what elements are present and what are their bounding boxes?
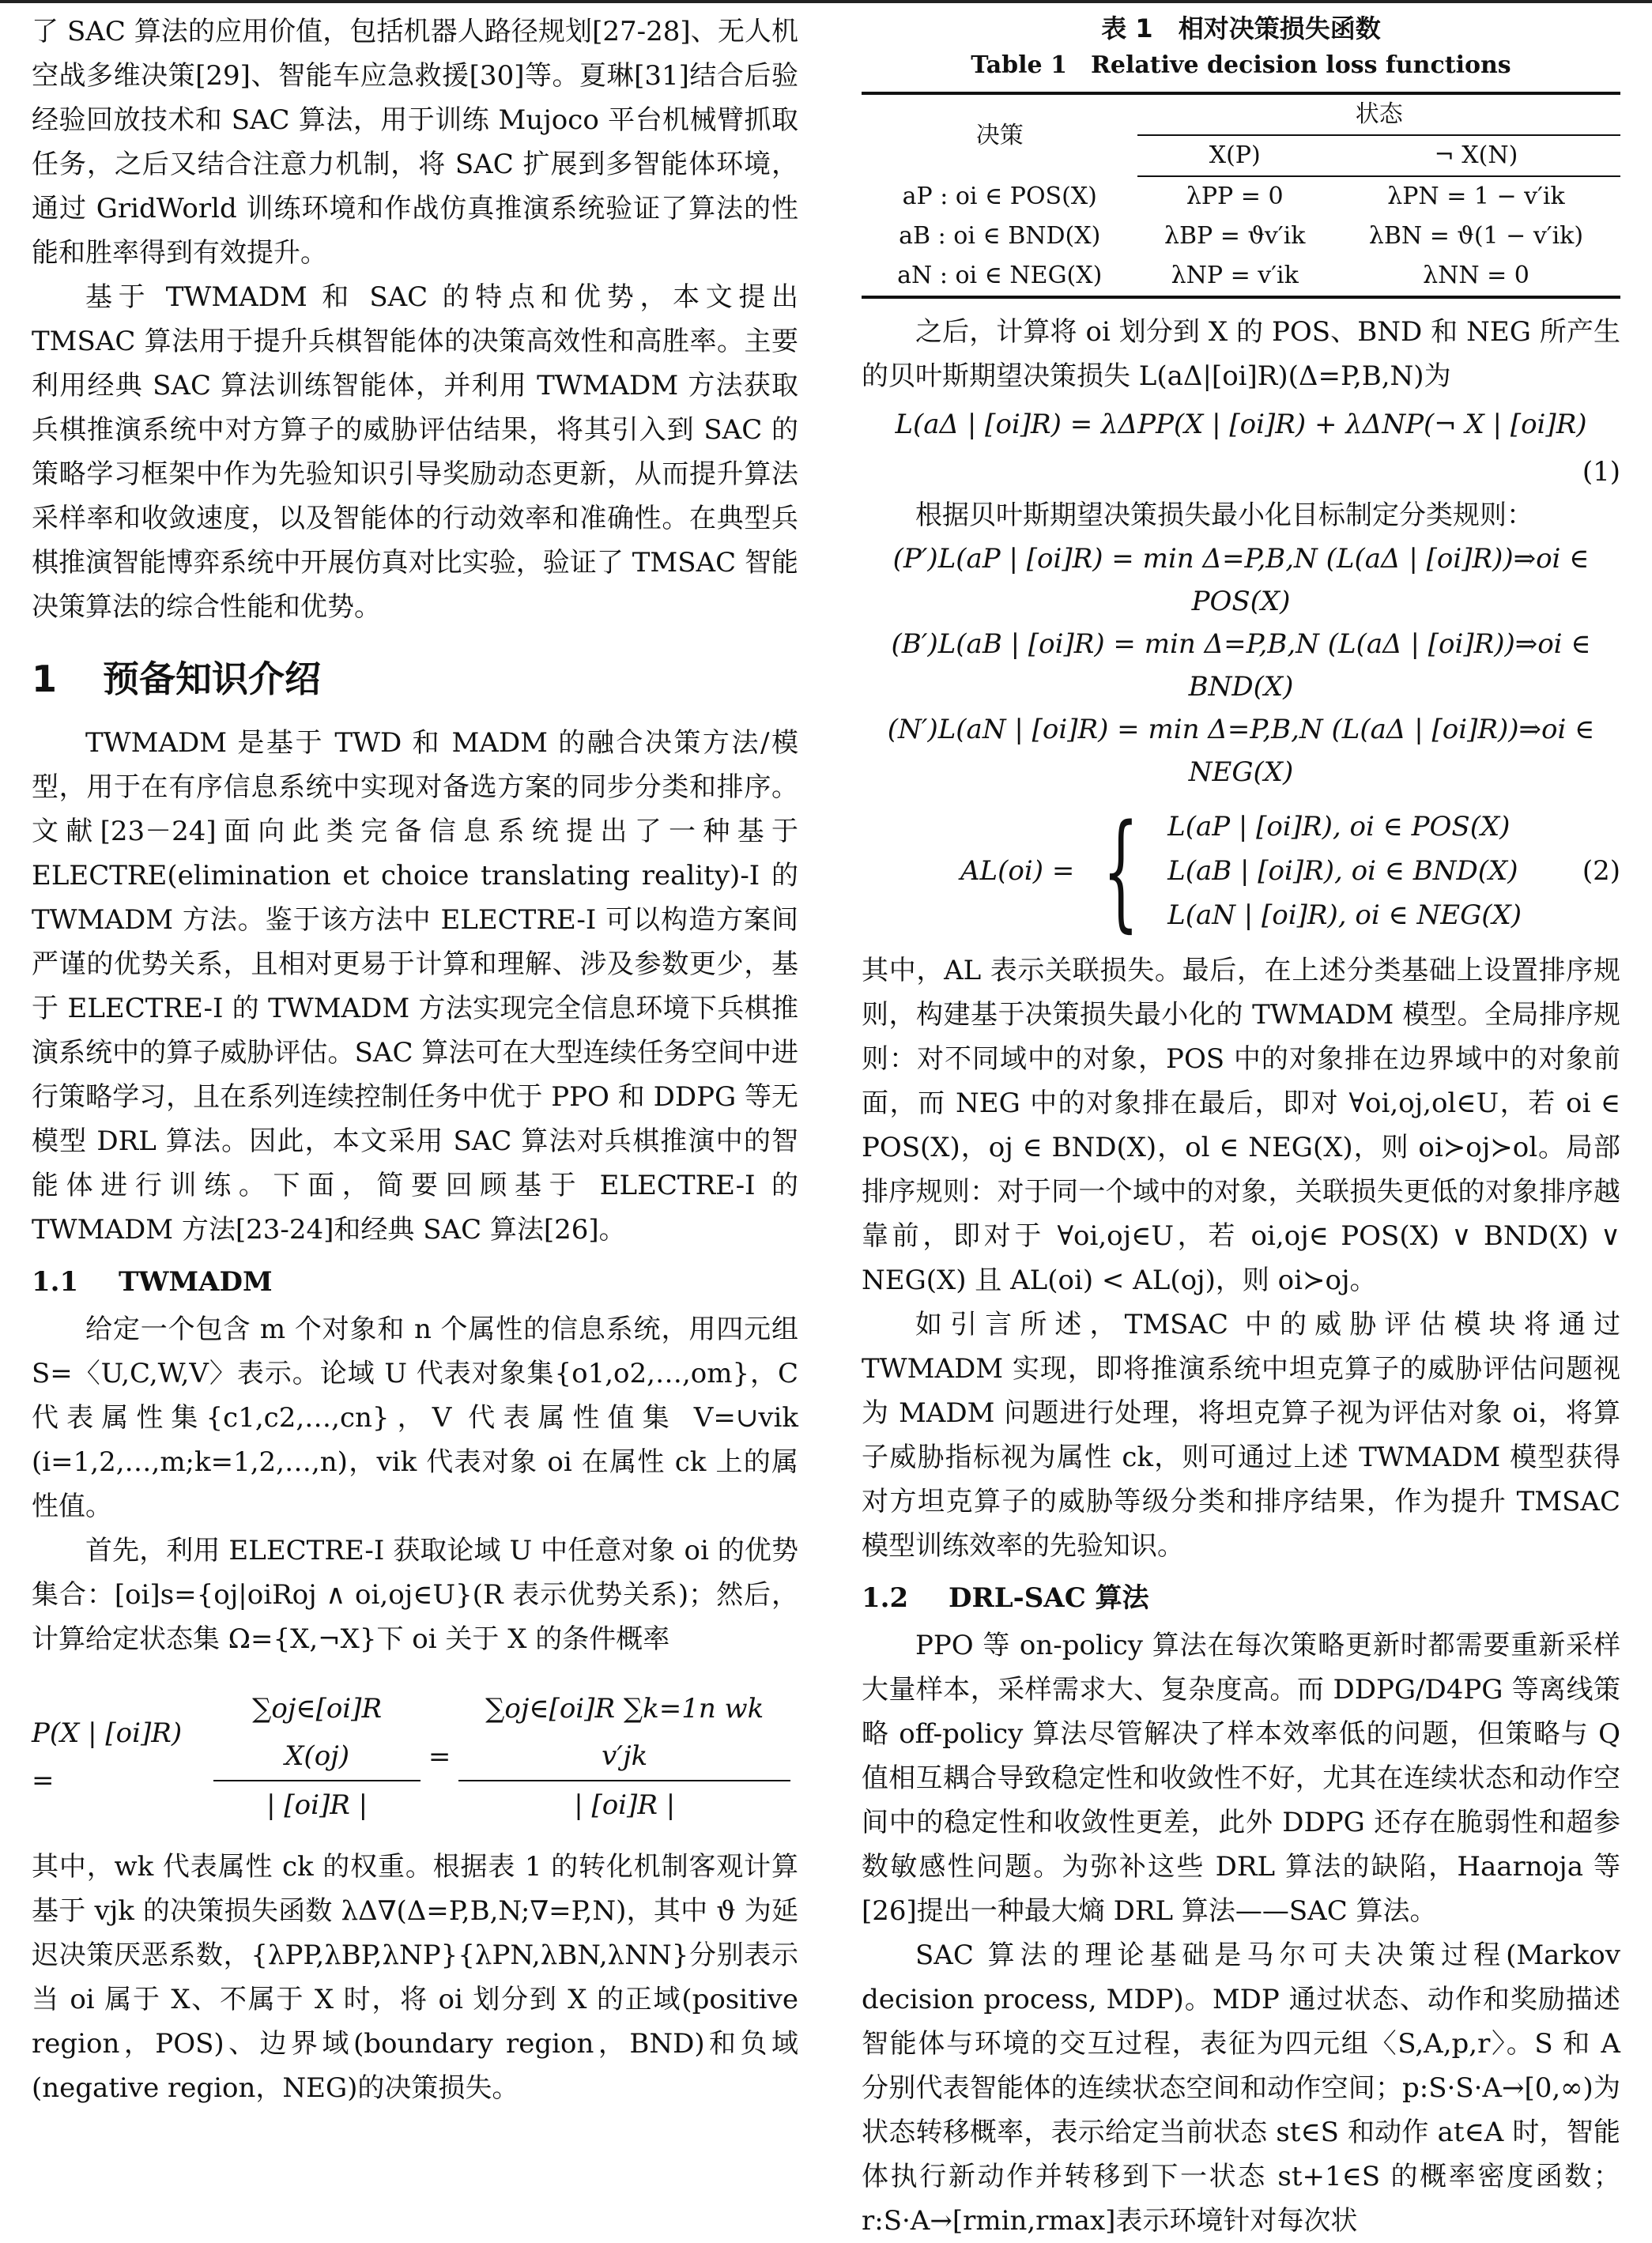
paragraph: PPO 等 on-policy 算法在每次策略更新时都需要重新采样大量样本，采样需求大、复杂度高。而 DDPG/D4PG 等离线策略 off-policy 算法尽管解决了样本效率低的问题，但策略与 Q 值相互耦合导致稳定性和收敛性不好，尤其在连续状态和动作空间中的稳定性和收敛性更差，此外 DDPG 还存在脆弱性和超参数敏感性问题。为弥补这些 DRL 算法的缺陷，Haarnoja 等[26]提出一种最大熵 DRL 算法——SAC 算法。: [862, 1630, 1620, 1927]
case-line: L(aP | [oi]R), oi ∈ POS(X): [1167, 811, 1511, 843]
left-column: [32, 9, 798, 2110]
section-title: 预备知识介绍: [103, 658, 321, 700]
numerator: ∑oj∈[oi]R ∑k=1n wk v′jk: [458, 1685, 790, 1781]
equation-number: (1): [1582, 456, 1620, 488]
table-cell: λBN = ϑ(1 − v′ik): [1368, 222, 1584, 250]
conditional-probability-equation: [32, 1685, 798, 1829]
table-cell: λBP = ϑv′ik: [1164, 222, 1306, 250]
table-cell: λPP = 0: [1186, 183, 1284, 210]
equation-lhs: P(X | [oi]R) =: [32, 1717, 183, 1796]
paragraph: 了 SAC 算法的应用价值，包括机器人路径规划[27-28]、无人机空战多维决策[29]、智能车应急救援[30]等。夏琳[31]结合后验经验回放技术和 SAC 算法，用于训练 Mujoco 平台机械臂抓取任务，之后又结合注意力机制，将 SAC 扩展到多智能体环境，通过 GridWorld 训练环境和作战仿真推演系统验证了算法的性能和胜率得到有效提升。: [32, 16, 798, 269]
subsection-heading: [32, 1260, 798, 1304]
paragraph: SAC 算法的理论基础是马尔可夫决策过程(Markov decision process, MDP)。MDP 通过状态、动作和奖励描述智能体与环境的交互过程，表征为四元组〈S,A,p,r〉。S 和 A 分别代表智能体的连续状态空间和动作空间；p:S·S·A→[0,∞)为状态转移概率，表示给定当前状态 st∈S 和动作 at∈A 时，智能体执行新动作并转移到下一状态 st+1∈S 的概率密度函数；r:S·A→[rmin,rmax]表示环境针对每次状: [862, 1940, 1620, 2237]
table-cell: λNP = v′ik: [1171, 262, 1299, 289]
table-cell: λPN = 1 − v′ik: [1387, 183, 1565, 210]
subsection-number: 1.2: [862, 1582, 909, 1614]
paragraph: 如引言所述，TMSAC 中的威胁评估模块将通过 TWMADM 实现，即将推演系统中坦克算子的威胁评估问题视为 MADM 问题进行处理，将坦克算子视为评估对象 oi，将算子威胁指标视为属性 ck，则可通过上述 TWMADM 模型获得对方坦克算子的威胁等级分类和排序结果，作为提升 TMSAC 模型训练效率的先验知识。: [862, 1309, 1620, 1562]
subsection-title: DRL-SAC 算法: [949, 1582, 1149, 1614]
table-header-xp: X(P): [1137, 135, 1331, 176]
classification-rule-b: (B′)L(aB | [oi]R) = min Δ=P,B,N (L(aΔ | [oi]R))⇒oi ∈ BND(X): [891, 628, 1591, 703]
fraction: [458, 1685, 790, 1829]
table-header-decision: 决策: [975, 121, 1024, 149]
equals-sign: =: [428, 1741, 451, 1773]
paragraph: 基于 TWMADM 和 SAC 的特点和优势，本文提出 TMSAC 算法用于提升兵棋智能体的决策高效性和高胜率。主要利用经典 SAC 算法训练智能体，并利用 TWMADM 方法获取兵棋推演系统中对方算子的威胁评估结果，将其引入到 SAC 的策略学习框架中作为先验知识引导奖励动态更新，从而提升算法采样率和收敛速度，以及智能体的行动效率和准确性。在典型兵棋推演智能博弈系统中开展仿真对比实验，验证了 TMSAC 智能决策算法的综合性能和优势。: [32, 281, 798, 623]
equation-body: L(aΔ | [oi]R) = λΔPP(X | [oi]R) + λΔNP(¬ X | [oi]R): [895, 409, 1587, 440]
table-row: [862, 256, 1620, 297]
loss-function-table: [862, 92, 1620, 299]
equation-lhs: AL(oi) =: [960, 855, 1075, 887]
table-caption-cn: 表 1 相对决策损失函数: [1101, 13, 1381, 43]
subsection-heading: [862, 1576, 1620, 1620]
classification-rule-n: (N′)L(aN | [oi]R) = min Δ=P,B,N (L(aΔ | [oi]R))⇒oi ∈ NEG(X): [887, 714, 1595, 788]
paragraph: TWMADM 是基于 TWD 和 MADM 的融合决策方法/模型，用于在有序信息系统中实现对备选方案的同步分类和排序。文献[23－24]面向此类完备信息系统提出了一种基于 ELECTRE(elimination et choice translating reality)-I 的 TWMADM 方法。鉴于该方法中 ELECTRE-I 可以构造方案间严谨的优势关系，且相对更易于计算和理解、涉及参数更少，基于 ELECTRE-I 的 TWMADM 方法实现完全信息环境下兵棋推演系统中的算子威胁评估。SAC 算法可在大型连续任务空间中进行策略学习，且在系列连续控制任务中优于 PPO 和 DDPG 等无模型 DRL 算法。因此，本文采用 SAC 算法对兵棋推演中的智能体进行训练。下面，简要回顾基于 ELECTRE-I 的 TWMADM 方法[23-24]和经典 SAC 算法[26]。: [32, 727, 798, 1246]
numerator: ∑oj∈[oi]R X(oj): [213, 1685, 421, 1781]
classification-rule-p: (P′)L(aP | [oi]R) = min Δ=P,B,N (L(aΔ | [oi]R))⇒oi ∈ POS(X): [892, 543, 1590, 617]
subsection-number: 1.1: [32, 1266, 79, 1298]
table-cell: aN : oi ∈ NEG(X): [897, 262, 1103, 289]
paragraph: 之后，计算将 oi 划分到 X 的 POS、BND 和 NEG 所产生的贝叶斯期望决策损失 L(aΔ|[oi]R)(Δ=P,B,N)为: [862, 316, 1620, 392]
paragraph: 其中，AL 表示关联损失。最后，在上述分类基础上设置排序规则，构建基于决策损失最小化的 TWMADM 模型。全局排序规则：对不同域中的对象，POS 中的对象排在边界域中的对象前面，而 NEG 中的对象排在最后，即对 ∀oi,oj,ol∈U，若 oi ∈ POS(X)，oj ∈ BND(X)，ol ∈ NEG(X)，则 oi≻oj≻ol。局部排序规则：对于同一个域中的对象，关联损失更低的对象排序越靠前，即对于 ∀oi,oj∈U，若 oi,oj∈ POS(X) ∨ BND(X) ∨ NEG(X) 且 AL(oi) < AL(oj)，则 oi≻oj。: [862, 955, 1620, 1296]
section-number: 1: [32, 658, 58, 700]
table-header-xn: ¬ X(N): [1332, 135, 1620, 176]
table-cell: λNN = 0: [1423, 262, 1529, 289]
section-heading: [32, 651, 798, 707]
table-row: [862, 176, 1620, 217]
table-cell: aP : oi ∈ POS(X): [902, 182, 1097, 210]
top-rule: [0, 0, 1652, 3]
equation-1: [862, 403, 1620, 446]
right-column: [862, 9, 1620, 2243]
case-line: L(aB | [oi]R), oi ∈ BND(X): [1167, 855, 1518, 887]
denominator: | [oi]R |: [266, 1789, 368, 1821]
equation-2: [862, 797, 1620, 944]
paragraph: 首先，利用 ELECTRE-I 获取论域 U 中任意对象 oi 的优势集合：[oi]s={oj|oiRoj ∧ oi,oj∈U}(R 表示优势关系)；然后，计算给定状态集 Ω={X,¬X}下 oi 关于 X 的条件概率: [32, 1535, 798, 1655]
left-brace: {: [1103, 797, 1140, 944]
paragraph: 根据贝叶斯期望决策损失最小化目标制定分类规则：: [915, 499, 1533, 531]
denominator: | [oi]R |: [574, 1789, 676, 1821]
cases: [1167, 805, 1522, 937]
paragraph: 给定一个包含 m 个对象和 n 个属性的信息系统，用四元组 S=〈U,C,W,V〉表示。论域 U 代表对象集{o1,o2,…,om}，C 代表属性集{c1,c2,…,cn}，V 代表属性值集 V=∪vik (i=1,2,…,m;k=1,2,…,n)，vik 代表对象 oi 在属性 ck 上的属性值。: [32, 1314, 798, 1522]
table-row: [862, 217, 1620, 256]
table-header-state: 状态: [1137, 93, 1620, 135]
paragraph: 其中，wk 代表属性 ck 的权重。根据表 1 的转化机制客观计算基于 vjk 的决策损失函数 λΔ∇(Δ=P,B,N;∇=P,N)，其中 ϑ 为延迟决策厌恶系数，{λPP,λBP,λNP}{λPN,λBN,λNN}分别表示当 oi 属于 X、不属于 X 时，将 oi 划分到 X 的正域(positive region，POS)、边界域(boundary region，BND)和负域(negative region，NEG)的决策损失。: [32, 1851, 798, 2104]
table-caption-en: Table 1 Relative decision loss functions: [971, 51, 1511, 79]
table-cell: aB : oi ∈ BND(X): [899, 222, 1101, 250]
equation-number: (2): [1582, 855, 1620, 887]
fraction: [213, 1685, 421, 1829]
subsection-title: TWMADM: [119, 1266, 273, 1298]
case-line: L(aN | [oi]R), oi ∈ NEG(X): [1167, 899, 1522, 931]
